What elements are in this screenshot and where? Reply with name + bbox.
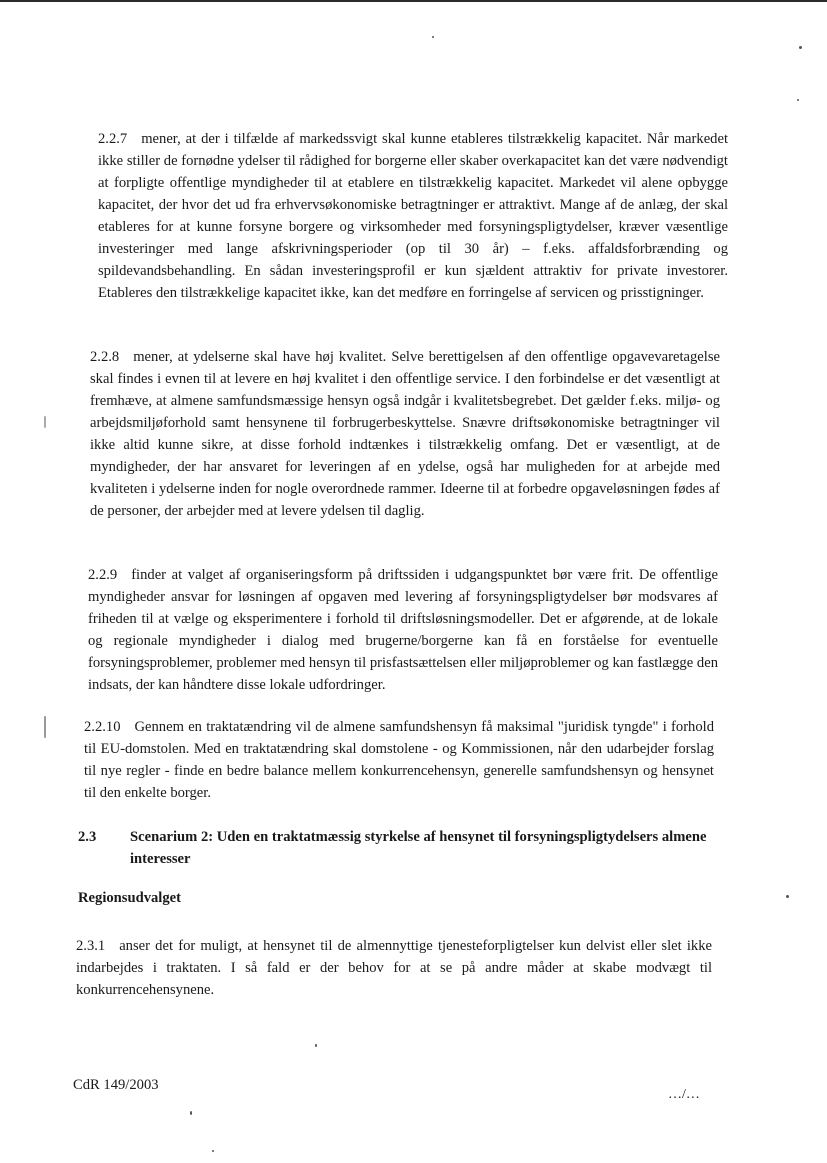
scan-speck: [190, 1111, 192, 1115]
scan-speck: [44, 416, 46, 428]
paragraph-2-2-10: [84, 716, 714, 804]
section-heading-2-3: [78, 826, 718, 870]
subheading-regionsudvalget: Regionsudvalget: [78, 890, 181, 906]
scan-speck: [315, 1044, 317, 1047]
section-number: 2.3: [78, 829, 97, 845]
document-reference: CdR 149/2003: [73, 1077, 159, 1093]
paragraph-2-2-8: [90, 346, 720, 522]
paragraph-2-3-1: [76, 935, 712, 1001]
paragraph-number: 2.2.10: [84, 719, 121, 735]
scan-speck: [432, 36, 434, 38]
paragraph-text: Gennem en traktatændring vil de almene samfundshensyn få maksimal "juridisk tyngde" i forhold til EU-domstolen. Med en traktatændring skal domstolene - og Kommissionen, når den udarbejder forslag til nye regler - finde en bedre balance mellem konkurrencehensyn, generelle samfundshensyn og hensynet til den enkelte borger.: [84, 719, 714, 801]
paragraph-number: 2.2.9: [88, 567, 118, 583]
scan-speck: [797, 99, 799, 101]
scan-speck: [786, 895, 789, 898]
continuation-mark: …/…: [668, 1087, 700, 1102]
scan-speck: [44, 716, 46, 738]
paragraph-text: finder at valget af organiseringsform på driftssiden i udgangspunktet bør være frit. De offentlige myndigheder ansvar for løsningen af opgaven med levering af forsyningspligtydelser bør modsvares af friheden til at vælge og eksperimentere i forhold til driftsløsningsmodeller. Det er afgørende, at de lokale og regionale myndigheder i dialog med brugerne/borgerne kan få en forståelse for eventuelle forsyningsproblemer, problemer med hensyn til prisfastsættelsen eller miljøproblemer og kan fastlægge den indsats, der kan håndtere disse lokale udfordringer.: [88, 567, 718, 693]
paragraph-2-2-9: [88, 564, 718, 696]
paragraph-text: mener, at ydelserne skal have høj kvalitet. Selve berettigelsen af den offentlige opgavevaretagelse skal findes i evnen til at levere en høj kvalitet i den offentlige service. I den forbindelse er det væsentligt at fremhæve, at almene samfundsmæssige hensyn også indgår i kvalitetsbegrebet. Det gælder f.eks. miljø- og arbejdsmiljøforhold samt hensynene til forbrugerbeskyttelse. Snævre driftsøkonomiske betragtninger vil ikke altid kunne sikre, at disse forhold indtænkes i tilstrækkelig omfang. Det er væsentligt, at de myndigheder, der har ansvaret for leveringen af en ydelse, også har muligheden for at arbejde med kvaliteten i ydelserne inden for nogle overordnede rammer. Ideerne til at forbedre opgaveløsningen fødes af de personer, der arbejder med at levere ydelsen til daglig.: [90, 349, 720, 519]
paragraph-number: 2.2.8: [90, 349, 120, 365]
paragraph-number: 2.3.1: [76, 938, 106, 954]
scan-speck: [799, 46, 802, 49]
scan-top-edge: [0, 0, 827, 2]
paragraph-2-2-7: [98, 128, 728, 304]
paragraph-text: anser det for muligt, at hensynet til de almennyttige tjenesteforpligtelser kun delvist eller slet ikke indarbejdes i traktaten. I så fald er der behov for at se på andre måder at skabe modvægt til konkurrencehensynene.: [76, 938, 712, 998]
paragraph-number: 2.2.7: [98, 131, 128, 147]
section-title: Scenarium 2: Uden en traktatmæssig styrkelse af hensynet til forsyningspligtydelsers almene interesser: [130, 829, 707, 867]
paragraph-text: mener, at der i tilfælde af markedssvigt skal kunne etableres tilstrækkelig kapacitet. Når markedet ikke stiller de fornødne ydelser til rådighed for borgerne eller skaber overkapacitet kan det være nødvendigt at forpligte offentlige myndigheder til at etablere en tilstrækkelig kapacitet. Markedet vil alene opbygge kapacitet, der hvor det ud fra erhvervsøkonomiske betragtninger er attraktivt. Mange af de anlæg, der skal etableres for at kunne forsyne borgere og virksomheder med forsyningspligtydelser, kræver væsentlige investeringer med lange afskrivningsperioder (op til 30 år) – f.eks. affaldsforbrænding og spildevandsbehandling. En sådan investeringsprofil er kun sjældent attraktiv for private investorer. Etableres den tilstrækkelige kapacitet ikke, kan det medføre en forringelse af servicen og prisstigninger.: [98, 131, 728, 301]
scan-speck: [212, 1150, 214, 1152]
